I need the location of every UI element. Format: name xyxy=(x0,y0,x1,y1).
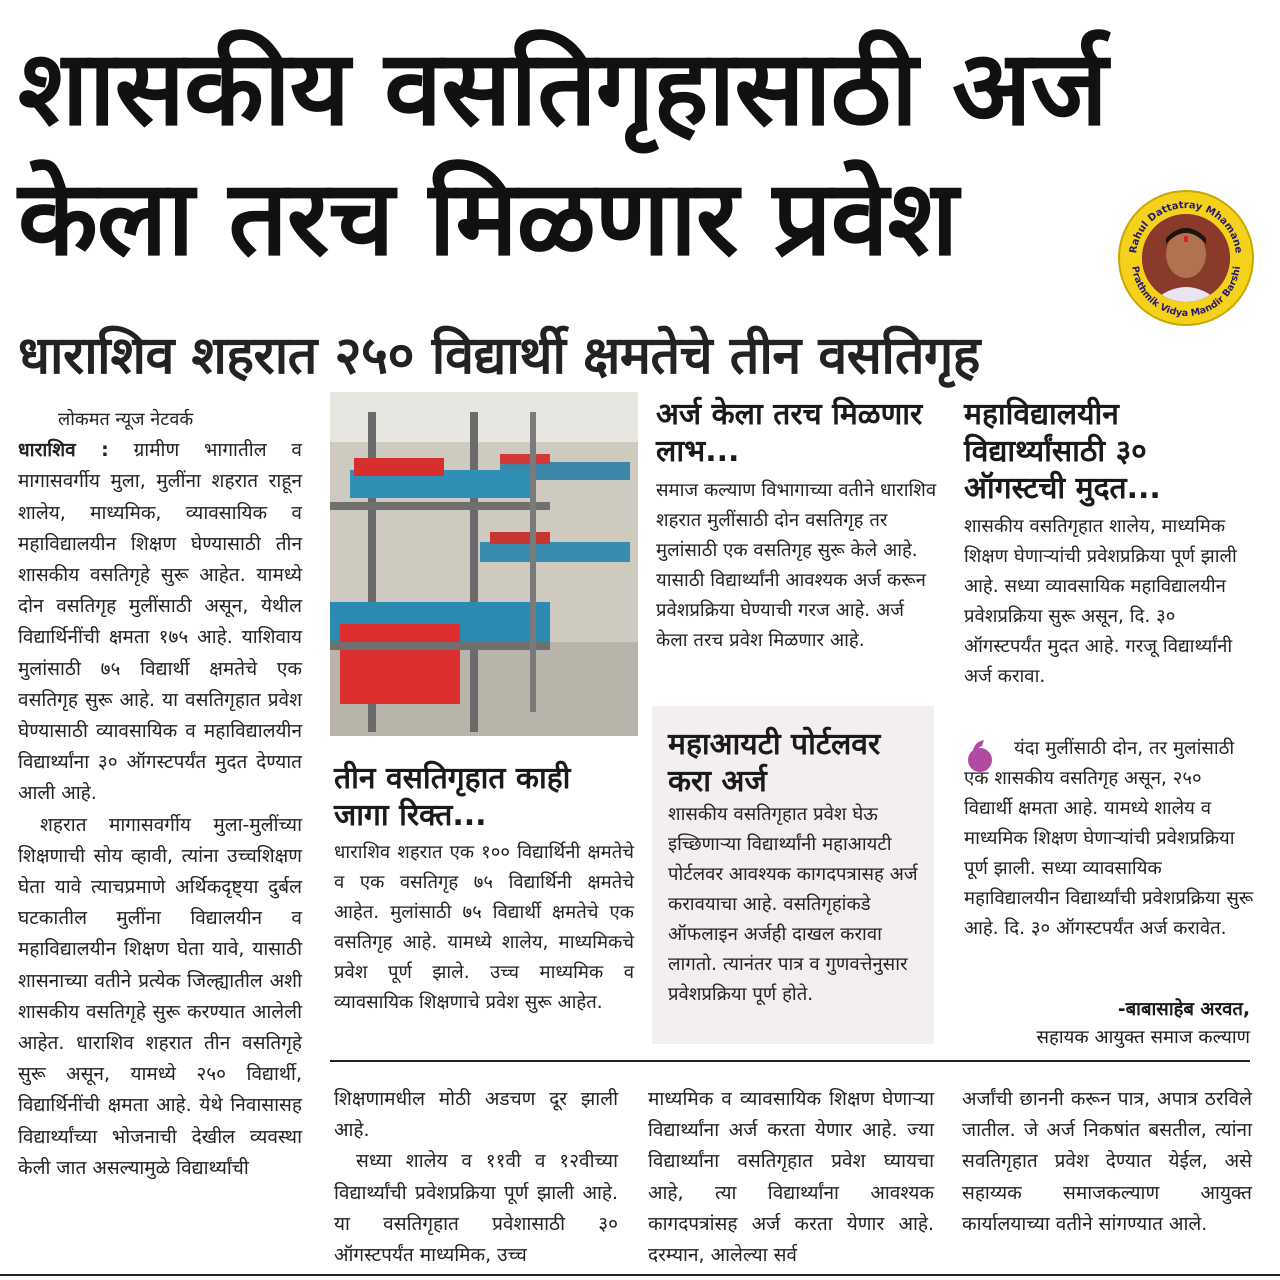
left-para-1-text: ग्रामीण भागातील व मागासवर्गीय मुला, मुलींना शहरात राहून शालेय, माध्यमिक, व्यावसायिक व महाविद्यालयीन शिक्षण घेण्यासाठी तीन शासकीय वसतिगृहे सुरू आहेत. यामध्ये दोन वसतिगृह मुलींसाठी असून, येथील विद्यार्थिनींची क्षमता १७५ आहे. याशिवाय मुलांसाठी ७५ विद्यार्थी क्षमतेचे एक वसतिगृह सुरू आहे. या वसतिगृहात प्रवेश घेण्यासाठी व्यावसायिक व महाविद्यालयीन विद्यार्थ्यांना ३० ऑगस्टपर्यंत मुदत देण्यात आली आहे. xyxy=(18,439,302,805)
headline-line-2: केला तरच मिळणार प्रवेश xyxy=(18,157,958,279)
deadline-title: महाविद्यालयीन विद्यार्थ्यांसाठी ३० ऑगस्टची मुदत... xyxy=(964,397,1161,506)
bottom-column-1 xyxy=(334,1084,618,1271)
quote-author: -बाबासाहेब अरवत, xyxy=(1117,999,1250,1020)
bottom-col1-para1: शिक्षणामधील मोठी अडचण दूर झाली आहे. xyxy=(334,1088,618,1142)
subheadline: धाराशिव शहरात २५० विद्यार्थी क्षमतेचे तीन वसतिगृह xyxy=(18,326,980,386)
svg-text:Rahul Dattatray Mhamane: Rahul Dattatray Mhamane xyxy=(1128,199,1244,255)
quote-designation: सहायक आयुक्त समाज कल्याण xyxy=(1036,1027,1250,1048)
dateline: धाराशिव : xyxy=(18,439,109,462)
left-para-1 xyxy=(18,435,302,809)
portal-title: महाआयटी पोर्टलवर करा अर्ज xyxy=(668,727,881,799)
left-column xyxy=(18,404,302,1184)
byline: लोकमत न्यूज नेटवर्क xyxy=(58,409,194,430)
portal-body: शासकीय वसतिगृहात प्रवेश घेऊ इच्छिणाऱ्या विद्यार्थ्यांनी महाआयटी पोर्टलवर आवश्यक कागदपत्रासह अर्ज करावयाचा आहे. वसतिगृहांकडे ऑफलाइन अर्जही दाखल करावा लागतो. त्यानंतर पात्र व गुणवत्तेनुसार प्रवेशप्रक्रिया पूर्ण होते. xyxy=(668,804,918,1005)
headline-line-1: शासकीय वसतिगृहासाठी अर्ज xyxy=(18,27,1107,149)
section-divider xyxy=(330,1060,1250,1062)
apply-body: समाज कल्याण विभागाच्या वतीने धाराशिव शहरात मुलींसाठी दोन वसतिगृह तर मुलांसाठी एक वसतिगृह सुरू केले आहे. यासाठी विद्यार्थ्यांनी आवश्यक अर्ज करून प्रवेशप्रक्रिया घेण्याची गरज आहे. अर्ज केला तरच प्रवेश मिळणार आहे. xyxy=(656,480,937,651)
bottom-column-3: अर्जांची छाननी करून पात्र, अपात्र ठरविले जातील. जे अर्ज निकषांत बसतील, त्यांना सवतिगृहात प्रवेश देण्यात येईल, असे सहाय्यक समाजकल्याण आयुक्त कार्यालयाच्या वतीने सांगण्यात आले. xyxy=(962,1088,1252,1235)
avatar xyxy=(1142,214,1230,302)
vacancy-title: तीन वसतिगृहात काही जागा रिक्त... xyxy=(334,761,571,833)
bottom-column-2: माध्यमिक व व्यावसायिक शिक्षण घेणाऱ्या विद्यार्थ्यांना अर्ज करता येणार आहे. ज्या विद्यार्थ्यांना वसतिगृहात प्रवेश घ्यायचा आहे, त्या विद्यार्थ्यांना आवश्यक कागदपत्रांसह अर्ज करता येणार आहे. दरम्यान, आलेल्या सर्व xyxy=(648,1088,934,1267)
vacancy-body: धाराशिव शहरात एक १०० विद्यार्थिनी क्षमतेचे व एक वसतिगृह ७५ विद्यार्थिनी क्षमतेचे आहेत. मुलांसाठी ७५ विद्यार्थी क्षमतेचे एक वसतिगृह आहे. यामध्ये शालेय, माध्यमिकचे प्रवेश पूर्ण झाले. उच्च माध्यमिक व व्यावसायिक शिक्षणाचे प्रवेश सुरू आहेत. xyxy=(334,842,634,1013)
svg-text:Prathmik Vidya Mandir Barshi: Prathmik Vidya Mandir Barshi xyxy=(1129,265,1243,320)
bottom-col1-para2: सध्या शालेय व ११वी व १२वीच्या विद्यार्थ्यांची प्रवेशप्रक्रिया पूर्ण झाली आहे. या वसतिगृहात प्रवेशासाठी ३० ऑगस्टपर्यंत माध्यमिक, उच्च xyxy=(334,1150,618,1267)
quote-text: यंदा मुलींसाठी दोन, तर मुलांसाठी एक शासकीय वसतिगृह असून, २५० विद्यार्थी क्षमता आहे. यामध्ये शालेय व माध्यमिक शिक्षण घेणाऱ्यांची प्रवेशप्रक्रिया पूर्ण झाली. सध्या व्यावसायिक महाविद्यालयीन विद्यार्थ्यांची प्रवेशप्रक्रिया सुरू आहे. दि. ३० ऑगस्टपर्यंत अर्ज करावेत. xyxy=(964,738,1254,939)
left-para-2: शहरात मागासवर्गीय मुला-मुलींच्या शिक्षणाची सोय व्हावी, त्यांना उच्चशिक्षण घेता यावे त्याचप्रमाणे अर्थिकदृष्ट्या दुर्बल घटकातील मुलींना विद्यालयीन व महाविद्यालयीन शिक्षण घेता यावे, यासाठी शासनाच्या वतीने प्रत्येक जिल्ह्यातील अशी शासकीय वसतिगृहे सुरू करण्यात आलेली आहेत. धाराशिव शहरात तीन वसतिगृहे सुरू असून, यामध्ये २५० विद्यार्थी, विद्यार्थिनींची क्षमता आहे. येथे निवासासह विद्यार्थ्यांच्या भोजनाची देखील व्यवस्था केली जात असल्यामुळे विद्यार्थ्यांची xyxy=(18,813,302,1179)
page-bottom-rule xyxy=(0,1274,1280,1276)
apply-title: अर्ज केला तरच मिळणार लाभ... xyxy=(656,397,923,469)
hostel-photo xyxy=(330,392,638,736)
author-badge xyxy=(1120,192,1252,324)
deadline-body: शासकीय वसतिगृहात शालेय, माध्यमिक शिक्षण घेणाऱ्यांची प्रवेशप्रक्रिया पूर्ण झाली आहे. सध्या व्यावसायिक महाविद्यालयीन प्रवेशप्रक्रिया सुरू असून, दि. ३० ऑगस्टपर्यंत मुदत आहे. गरजू विद्यार्थ्यांनी अर्ज करावा. xyxy=(964,516,1237,687)
